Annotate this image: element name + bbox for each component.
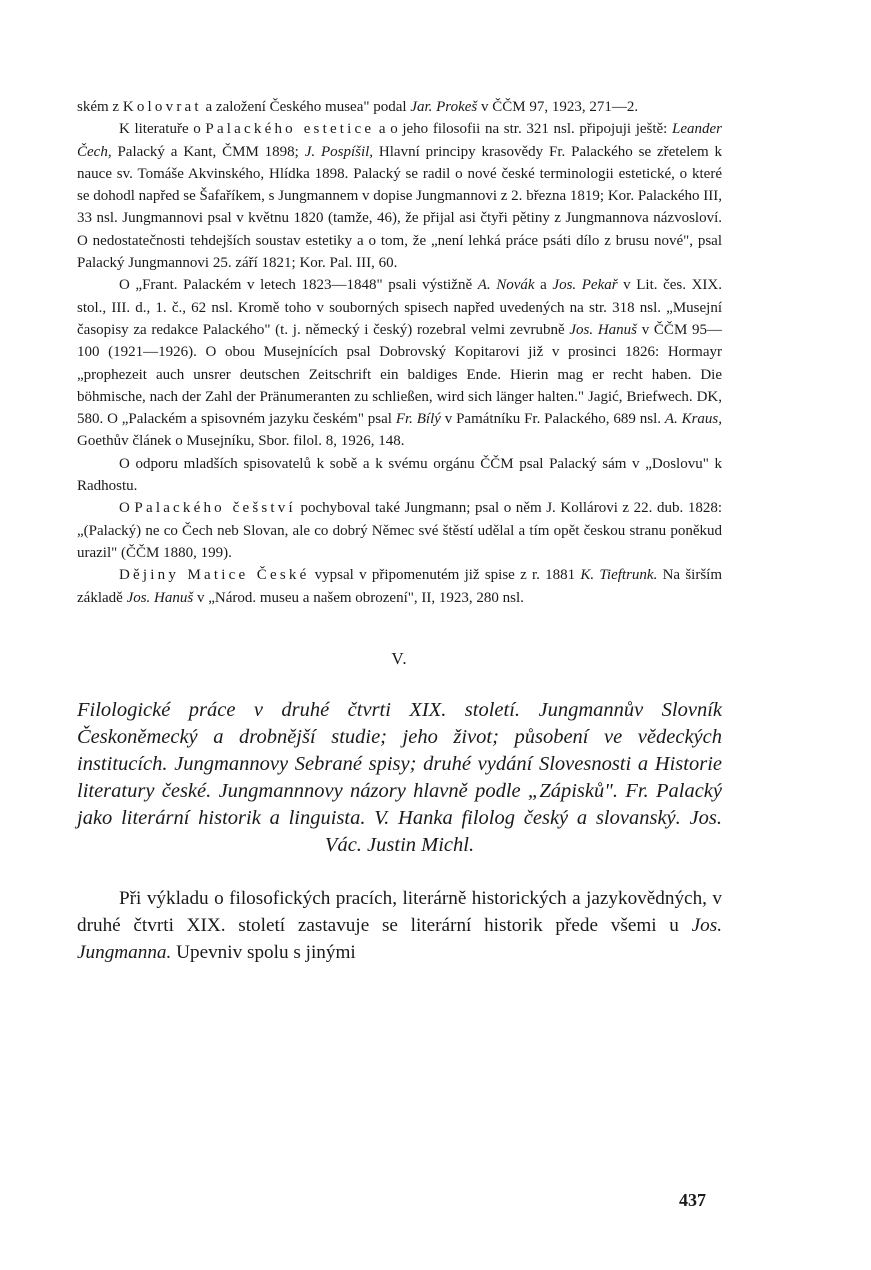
page-number: 437 [679,1190,706,1210]
note-paragraph: ském z Kolovrat a založení Českého musea" podal Jar. Prokeš v ČČM 97, 1923, 271—2. [77,99,639,115]
notes-section [77,96,722,609]
note-paragraph: O odporu mladších spisovatelů k sobě a k svému orgánu ČČM psal Palacký sám v „Doslovu" k Radhostu. [77,455,722,495]
note-paragraph: K literatuře o Palackého estetice a o jeho filosofii na str. 321 nsl. připojuji ještě: Leander Čech, Palacký a Kant, ČMM 1898; J. Pospíšil, Hlavní principy krasovědy Fr. Palackého se zřetelem k nauce sv. Tomáše Akvinského, Hlídka 1898. Palacký se radil o nové české terminologii estetické, o které se dohodl napřed se Šafaříkem, s Jungmannem v dopise Jungmannovi z 2. března 1819; Kor. Palackého III, 33 nsl. Jungmannovi psal v květnu 1820 (tamže, 46), že přijal asi čtyři pětiny z Jungmannova názvosloví. O nedostatečnosti tehdejších soustav estetiky a o tom, že „není lehká práce psáti dílo z brusu nové", psal Palacký Jungmannovi 25. září 1821; Kor. Pal. III, 60. [77,121,722,272]
chapter-subtitle: Filologické práce v druhé čtvrti XIX. století. Jungmannův Slovník Českoněmecký a drobnější studie; jeho život; působení ve vědeckých institucích. Jungmannovy Sebrané spisy; druhé vydání Slovesnosti a Historie literatury české. Jungmannnovy názory hlavně podle „Zápisků". Fr. Palacký jako literární historik a linguista. V. Hanka filolog český a slovanský. Jos. Vác. Justin Michl. [77,698,722,856]
chapter-number: V. [391,648,408,668]
note-paragraph: O „Frant. Palackém v letech 1823—1848" psali výstižně A. Novák a Jos. Pekař v Lit. čes. XIX. stol., III. d., 1. č., 62 nsl. Kromě toho v souborných spisech napřed uvedených na str. 318 nsl. „Musejní časopisy za redakce Palackého" (t. j. německý i český) rozebral velmi zevrubně Jos. Hanuš v ČČM 95—100 (1921—1926). O obou Musejnících psal Dobrovský Kopitarovi již v prosinci 1826: Hormayr „prophezeit auch unsrer deutschen Zeitschrift ein baldiges Ende. Hierin mag er recht haben. Die böhmische, nach der Zahl der Pränumeranten zu schließen, wird sich länger halten." Jagić, Briefwech. DK, 580. O „Palackém a spisovném jazyku českém" psal Fr. Bílý v Památníku Fr. Palackého, 689 nsl. A. Kraus, Goethův článek o Musejníku, Sbor. filol. 8, 1926, 148. [77,277,723,450]
body-paragraph: Při výkladu o filosofických pracích, literárně historických a jazykovědných, v druhé čtvrti XIX. století zastavuje se literární historik přede všemi u Jos. Jungmanna. Upevniv spolu s jinými [77,887,722,963]
note-paragraph: Dějiny Matice České vypsal v připomenutém již spise z r. 1881 K. Tieftrunk. Na širším základě Jos. Hanuš v „Národ. museu a našem obrození", II, 1923, 280 nsl. [77,567,722,606]
note-paragraph: O Palackého češství pochyboval také Jungmann; psal o něm J. Kollárovi z 22. dub. 1828: „(Palacký) ne co Čech neb Slovan, ale co dobrý Němec své štěstí udělal a tím opět českou stranu poněkud urazil" (ČČM 1880, 199). [77,500,722,561]
body-text [77,885,722,966]
